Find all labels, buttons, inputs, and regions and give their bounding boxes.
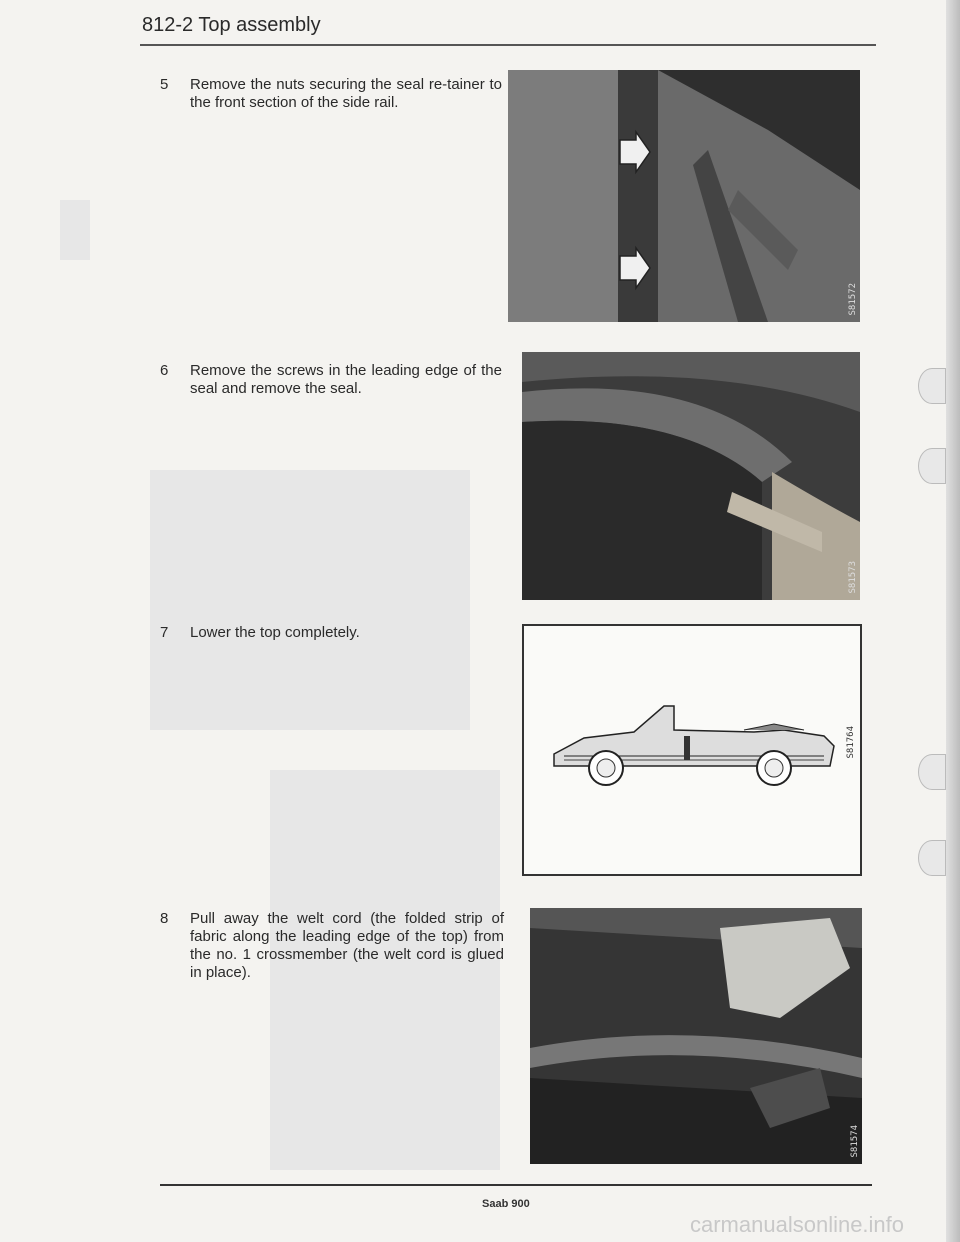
step-number: 7 — [160, 624, 169, 641]
photo-welt-cord-illustration — [530, 908, 862, 1164]
step-8 — [160, 910, 505, 990]
header-rule — [140, 44, 876, 46]
bleed-through-area — [60, 200, 90, 260]
step-number: 8 — [160, 910, 169, 927]
binder-tab — [918, 448, 946, 484]
step-text: Remove the screws in the leading edge of the seal and remove the seal. — [190, 362, 502, 397]
step-number: 5 — [160, 76, 169, 93]
step-text: Lower the top completely. — [190, 624, 360, 641]
figure-code: S81573 — [848, 561, 858, 594]
drawing-convertible — [522, 624, 862, 876]
binder-tab — [918, 754, 946, 790]
step-6 — [160, 362, 500, 402]
watermark: carmanualsonline.info — [690, 1212, 905, 1237]
binder-tab — [918, 368, 946, 404]
page-edge — [946, 0, 960, 1242]
photo-welt-cord — [530, 908, 862, 1164]
step-5 — [160, 76, 500, 116]
step-text: Pull away the welt cord (the folded strip of fabric along the leading edge of the top) from the no. 1 crossmember (the welt cord is glued in place). — [190, 910, 504, 981]
photo-side-rail — [508, 70, 860, 322]
bleed-through-area — [150, 470, 470, 730]
figure-code: S81572 — [848, 283, 858, 316]
step-text: Remove the nuts securing the seal re-tainer to the front section of the side rail. — [190, 76, 502, 111]
footer-label: Saab 900 — [482, 1198, 530, 1210]
photo-seal-edge — [522, 352, 860, 600]
photo-seal-edge-illustration — [522, 352, 860, 600]
step-number: 6 — [160, 362, 169, 379]
footer-rule — [160, 1184, 872, 1186]
car-illustration — [524, 626, 860, 874]
step-7 — [160, 624, 500, 644]
figure-code: S81764 — [846, 726, 856, 759]
page-title: 812-2 Top assembly — [142, 14, 321, 36]
photo-side-rail-illustration — [508, 70, 860, 322]
binder-tab — [918, 840, 946, 876]
figure-code: S81574 — [850, 1125, 860, 1158]
